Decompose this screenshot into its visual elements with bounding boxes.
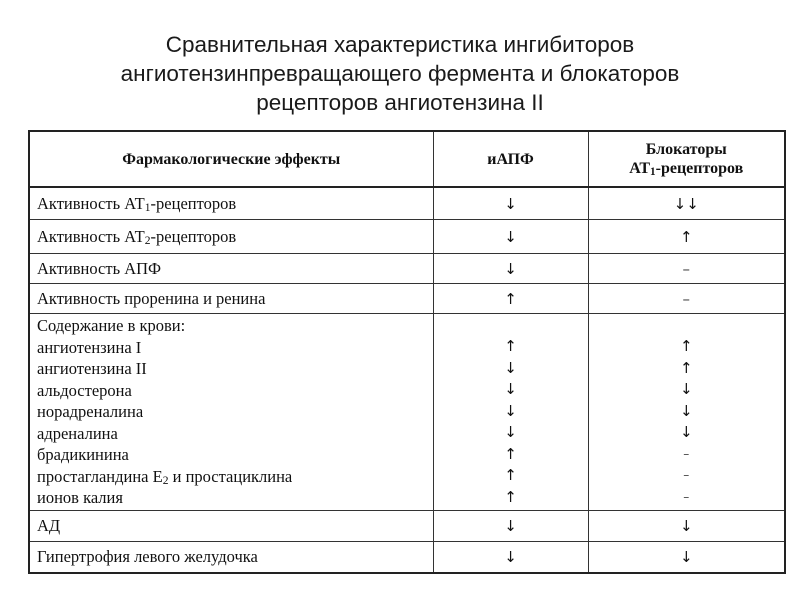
ace-effect-cell: ↓ [433, 187, 588, 220]
effect-text: -рецепторов [150, 193, 237, 213]
ace-arrow: ↑ [504, 466, 517, 484]
header-arb [588, 131, 785, 187]
effect-ace-activity: Активность АПФ [29, 254, 433, 284]
effect-text: Активность АТ [37, 226, 145, 246]
arb-arrow: ↓ [679, 380, 693, 398]
table-header-row [29, 131, 785, 187]
ace-effect-cell: ↓ [433, 511, 588, 542]
header-arb-suffix: -рецепторов [655, 160, 744, 177]
blood-item: ангиотензина II [37, 359, 147, 379]
effect-at2-activity [29, 220, 433, 254]
effect-text: Активность АТ [37, 193, 145, 213]
effect-text: простагландина Е [37, 466, 163, 486]
ace-effect-cell: ↓ [433, 254, 588, 284]
title-line-1: Сравнительная характеристика ингибиторов [165, 32, 635, 57]
header-arb-line1: Блокаторы [645, 141, 727, 158]
arb-arrow: ↓ [679, 401, 693, 420]
table-row [29, 220, 785, 254]
subscript: 2 [162, 474, 169, 487]
blood-item: ионов калия [37, 488, 123, 508]
effect-blood-content [29, 314, 433, 511]
ace-arrow: ↑ [504, 487, 517, 506]
ace-effect-cell [433, 314, 588, 511]
effect-text: -рецепторов [150, 226, 237, 246]
ace-effect-cell: ↓ [433, 542, 588, 574]
arb-arrow: ↑ [679, 337, 693, 355]
arb-effect-cell: – [588, 284, 785, 314]
header-arb-sub: 1 [650, 166, 656, 178]
slide-title [0, 30, 800, 117]
title-line-2: ангиотензинпревращающего фермента и блокаторов [120, 61, 680, 86]
header-effects: Фармакологические эффекты [29, 131, 433, 187]
ace-arrow: ↓ [504, 358, 517, 377]
effect-renin-activity: Активность проренина и ренина [29, 284, 433, 314]
ace-arrow: ↓ [504, 423, 517, 441]
subscript: 1 [144, 201, 151, 214]
arb-effect-cell: ↓ [588, 542, 785, 574]
blood-item: альдостерона [37, 380, 132, 400]
arb-effect-cell [588, 314, 785, 511]
blood-heading: Содержание в крови: [37, 316, 186, 336]
ace-arrow: ↑ [504, 444, 517, 463]
ace-effect-cell: ↓ [433, 220, 588, 254]
table-row [29, 254, 785, 284]
blood-item: адреналина [37, 423, 118, 443]
header-arb-prefix: АТ [629, 160, 651, 177]
table-row [29, 542, 785, 574]
ace-arrow: ↓ [504, 401, 517, 420]
blood-item: ангиотензина I [37, 337, 142, 357]
arb-effect-cell: ↑ [588, 220, 785, 254]
comparison-table [28, 130, 786, 574]
header-ace-inhibitors: иАПФ [433, 131, 588, 187]
blood-item: норадреналина [37, 402, 144, 422]
title-line-3: рецепторов ангиотензина II [256, 90, 544, 115]
arb-effect-cell: – [588, 254, 785, 284]
effect-lv-hypertrophy: Гипертрофия левого желудочка [29, 542, 433, 574]
table-row [29, 314, 785, 511]
effect-blood-pressure: АД [29, 511, 433, 542]
blood-item [37, 466, 433, 488]
ace-effect-cell: ↑ [433, 284, 588, 314]
ace-arrow: ↑ [504, 337, 517, 355]
arb-arrow: ↓ [679, 423, 693, 441]
table-row [29, 511, 785, 542]
subscript: 2 [144, 234, 151, 247]
arb-arrow: ↑ [679, 358, 693, 377]
effect-text: и простациклина [168, 466, 293, 486]
blood-item: брадикинина [37, 445, 129, 465]
table-row [29, 187, 785, 220]
ace-arrow: ↓ [504, 380, 517, 398]
header-arb-line2 [589, 159, 785, 178]
arb-dash: – [683, 489, 690, 504]
arb-effect-cell: ↓↓ [588, 187, 785, 220]
arb-dash: – [683, 468, 690, 482]
table-row [29, 284, 785, 314]
arb-dash: – [683, 446, 690, 461]
effect-at1-activity [29, 187, 433, 220]
arb-effect-cell: ↓ [588, 511, 785, 542]
